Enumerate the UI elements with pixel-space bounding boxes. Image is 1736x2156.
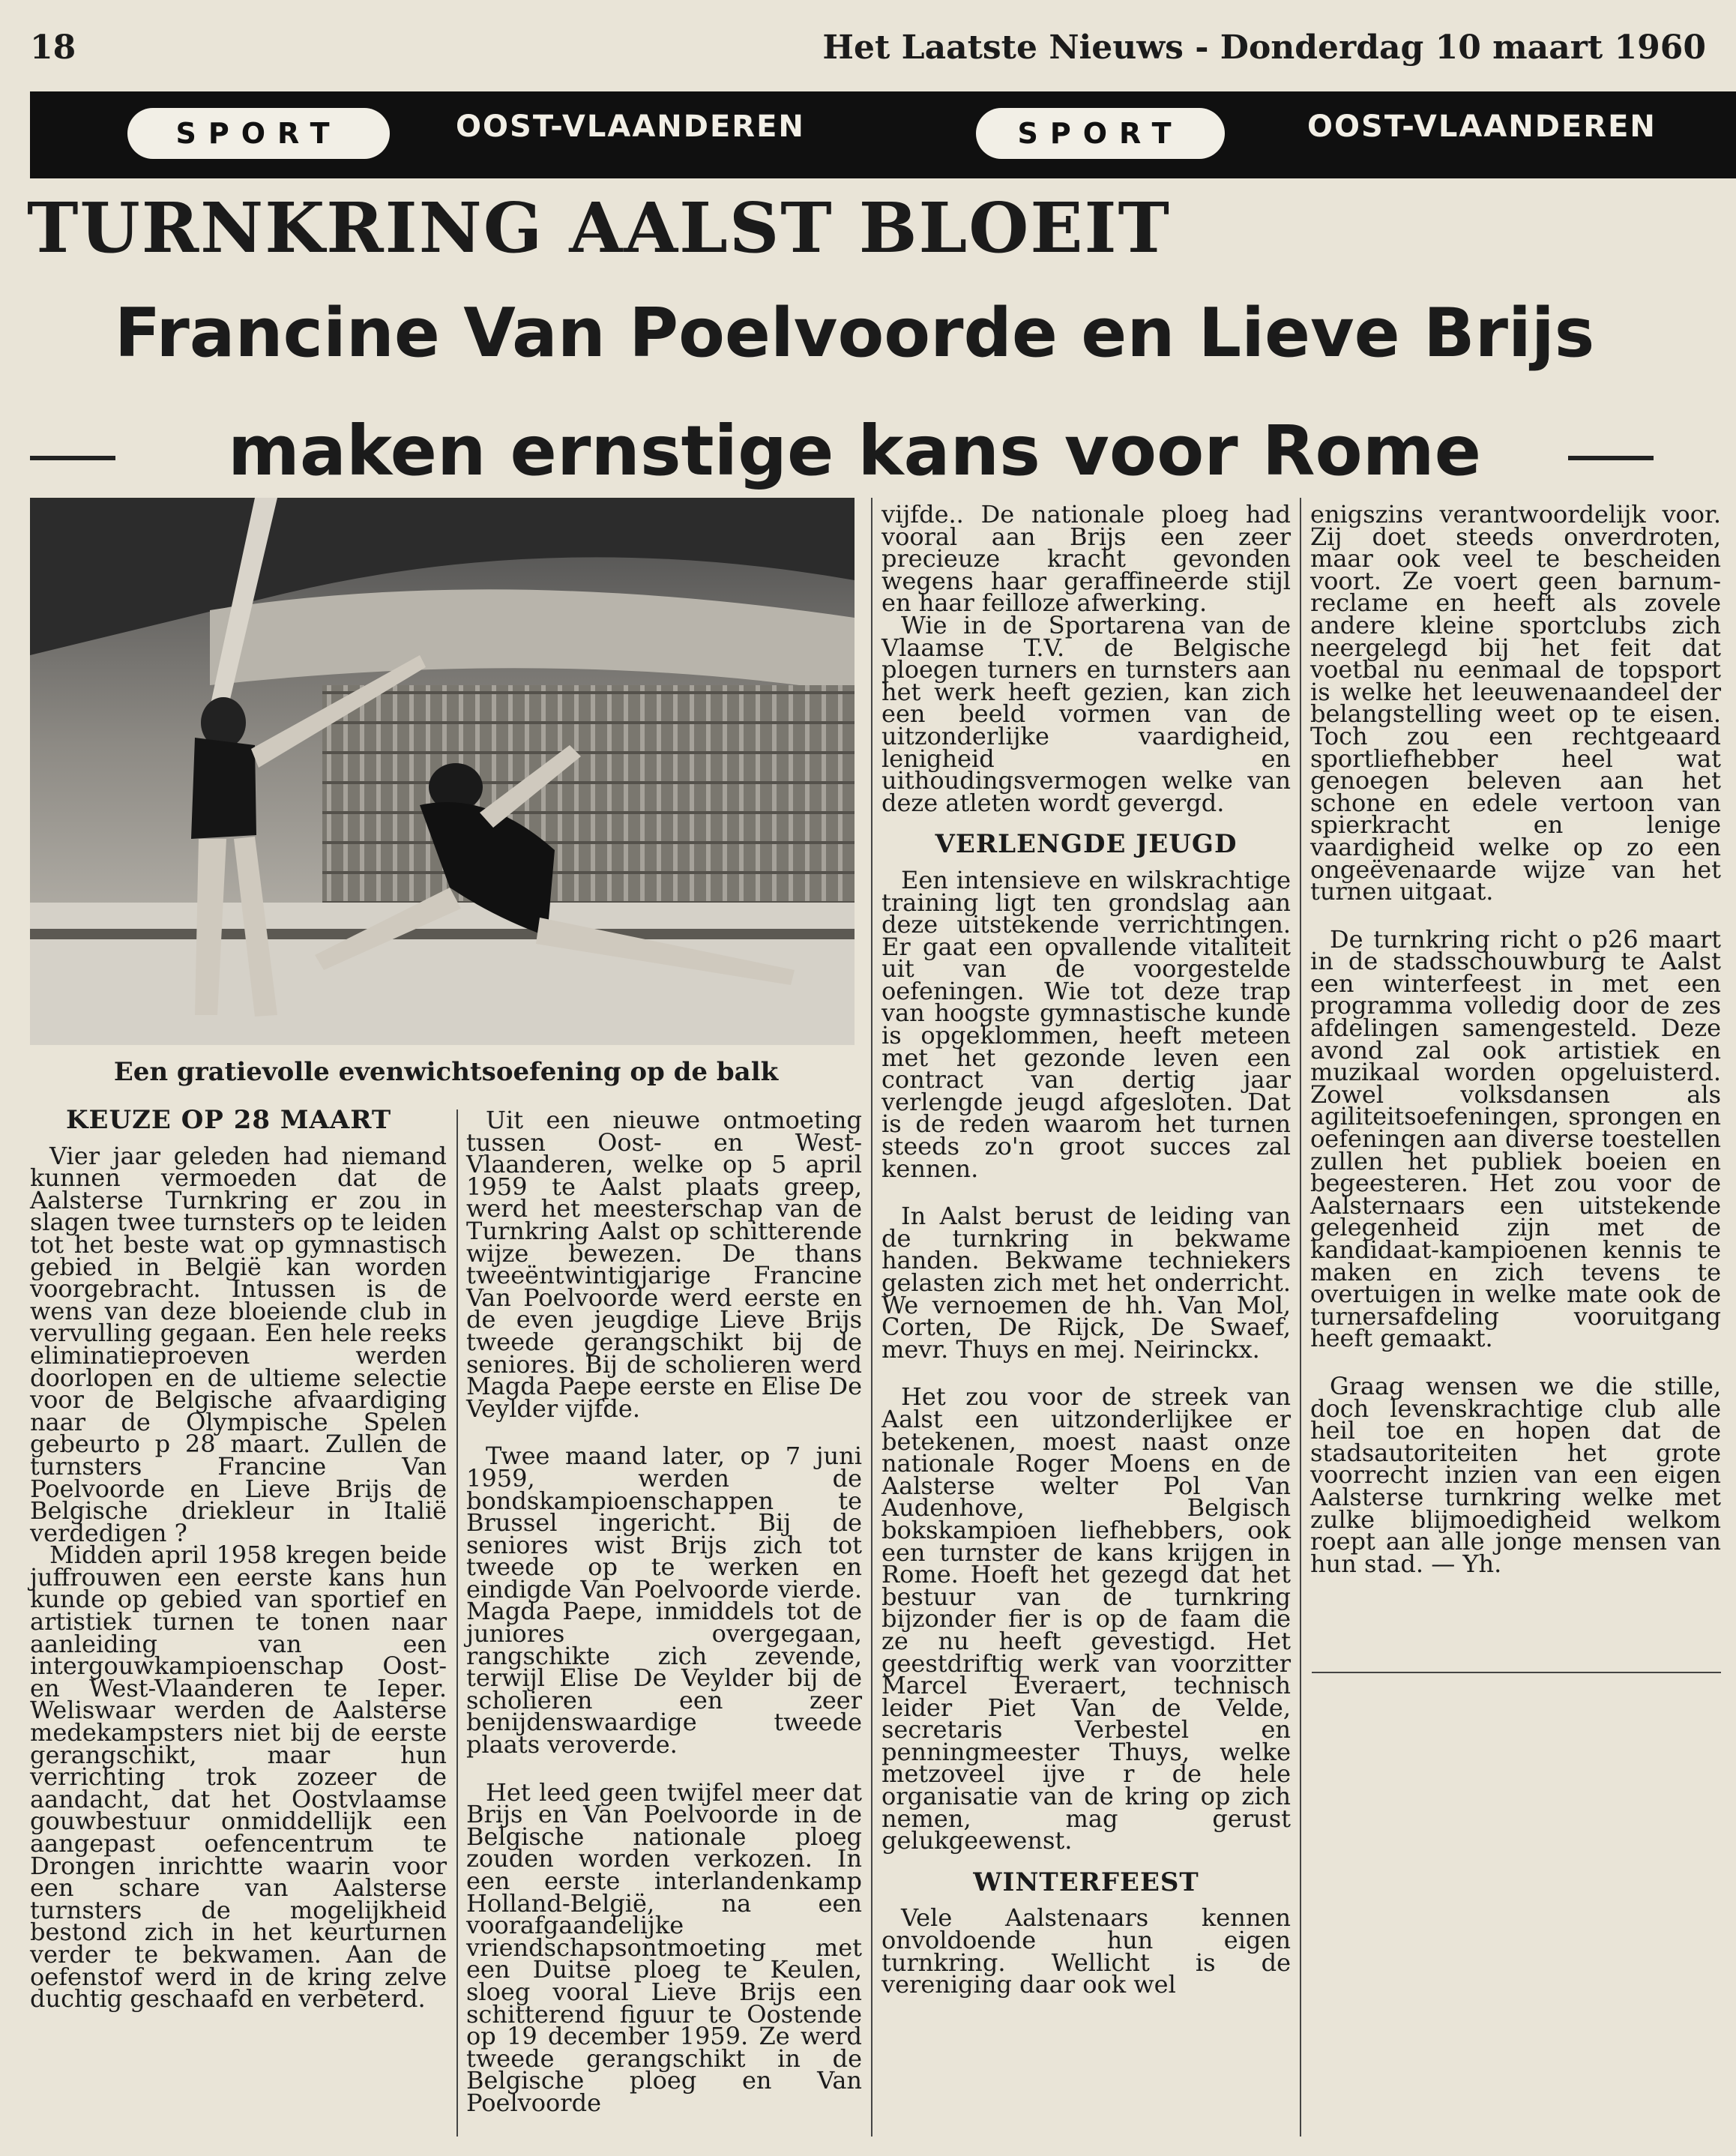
paragraph: Wie in de Sportarena van de Vlaamse T.V. de Belgische ploegen turners en turnsters aan het werk heeft gezien, kan zich een beeld vormen van de uitzonderlijke vaardigheid, lenigheid en uithoudingsvermogen welke van deze atleten wordt gevergd. [881, 610, 1291, 817]
photo-caption: Een gratievolle evenwichtsoefening op de balk [113, 1057, 779, 1087]
gymnastics-photo [30, 498, 855, 1045]
paragraph: enigszins verantwoordelijk voor. Zij doet steeds onverdroten, maar ook veel te bescheiden voort. Ze voert geen barnum-reclame en heeft als zovele andere kleine sportclubs zich neergelegd bij het feit dat voetbal nu eenmaal de topsport is welke het leeuwenaandeel der belangstelling weet op te eisen. Toch zou een rechtgeaard sportliefhebber heel wat genoegen beleven aan het schone en edele vertoon van spierkracht en lenige vaardigheid welke op zo een ongeëvenaarde wijze van het turnen uitgaat. [1310, 500, 1721, 906]
region-label: OOST-VLAANDEREN [456, 109, 805, 144]
deck-headline: Francine Van Poelvoorde en Lieve Brijs [114, 294, 1595, 373]
subhead-verlengde-jeugd: VERLENGDE JEUGD [935, 829, 1238, 860]
headline-dash [1568, 456, 1654, 460]
article-column-2 [466, 1106, 862, 2117]
paper-date-line: Het Laatste Nieuws - Donderdag 10 maart 1960 [822, 28, 1706, 67]
section-band [30, 91, 1736, 178]
sport-pill: SPORT [976, 108, 1225, 159]
deck-headline: maken ernstige kans voor Rome [227, 411, 1482, 491]
masthead-line [30, 21, 1706, 73]
paragraph: Midden april 1958 kregen beide juffrouwen een eerste kans hun kunde op gebied van sportief en artistiek turnen te tonen naar aanleiding van een intergouwkampioenschap Oost- en West-Vlaanderen te Ieper. Weliswaar werden de Aalsterse medekampsters niet bij de eerste gerangschikt, maar hun verrichting trok zozeer de aandacht, dat het Oostvlaamse gouwbestuur onmiddellijk een aangepast oefencentrum te Drongen inrichtte waarin voor een schare van Aalsterse turnsters de mogelijkheid bestond zich in het keurturnen verder te bekwamen. Aan de oefenstof werd in de kring zelve duchtig geschaafd en verbeterd. [30, 1541, 447, 2014]
article-column-4 [1310, 500, 1721, 1578]
subhead-winterfeest: WINTERFEEST [973, 1867, 1199, 1897]
column-rule [456, 1109, 458, 2137]
paragraph: Vier jaar geleden had niemand kunnen vermoeden dat de Aalsterse Turnkring er zou in slagen twee turnsters op te leiden tot het beste wat op gymnastisch gebied in België kan worden voorgebracht. Intussen is de wens van deze bloeiende club in vervulling gegaan. Een hele reeks eliminatieproeven werden doorlopen en de ultieme selectie voor de Belgische afvaardiging naar de Olympische Spelen gebeurto p 28 maart. Zullen de turnsters Francine Van Poelvoorde en Lieve Brijs de Belgische driekleur in Italië verdedigen ? [30, 1141, 447, 1547]
paragraph: Graag wensen we die stille, doch levenskrachtige club alle heil toe en hopen dat de stadsautoriteiten het grote voorrecht inzien van een eigen Aalsterse turnkring welke met zulke blijmoedigheid welkom roept aan alle jonge mensen van hun stad. — Yh. [1310, 1371, 1721, 1578]
main-headline: TURNKRING AALST BLOEIT [27, 187, 1171, 268]
paragraph: Het zou voor de streek van Aalst een uitzonderlijkee er betekenen, moest naast onze nationale Roger Moens en de Aalsterse welter Pol Van Audenhove, Belgisch bokskampioen liefhebbers, ook een turnster de kans krijgen in Rome. Hoeft het gezegd dat het bestuur van de turnkring bijzonder fier is op de faam die ze nu heeft gevestigd. Het geestdriftig werk van voorzitter Marcel Everaert, technisch leider Piet Van de Velde, secretaris Verbestel en penningmeester Thuys, welke metzoveel ijve r de hele organisatie van de kring op zich nemen, mag gerust gelukgeewenst. [881, 1382, 1291, 1855]
column-end-rule [1312, 1672, 1721, 1673]
subhead-keuze: KEUZE OP 28 MAART [66, 1105, 392, 1135]
sport-pill: SPORT [127, 108, 390, 159]
paragraph: In Aalst berust de leiding van de turnkring in bekwame handen. Bekwame techniekers gelasten zich met het onderricht. We vernoemen de hh. Van Mol, Corten, De Rijck, De Swaef, mevr. Thuys en mej. Neirinckx. [881, 1202, 1291, 1364]
page-number: 18 [30, 28, 76, 67]
region-label: OOST-VLAANDEREN [1307, 109, 1657, 144]
paragraph: De turnkring richt o p26 maart in de stadsschouwburg te Aalst een winterfeest in met een programma volledig door de zes afdelingen samengesteld. Deze avond zal ook artistiek en muzikaal worden opgeluisterd. Zowel volksdansen als agiliteitsoefeningen, sprongen en oefeningen aan diverse toestellen zullen het publiek boeien en begeesteren. Het zou voor de Aalsternaars een uitstekende gelegenheid zijn met de kandidaat-kampioenen kennis te maken en zich tevens te overtuigen in welke mate ook de turnersafdeling vooruitgang heeft gemaakt. [1310, 924, 1721, 1353]
paragraph: vijfde.. De nationale ploeg had vooral aan Brijs een zeer precieuze kracht gevonden wegens haar geraffineerde stijl en haar feilloze afwerking. [881, 500, 1291, 618]
article-column-1 [30, 1105, 447, 2014]
column-rule [871, 498, 872, 2137]
paragraph: Vele Aalstenaars kennen onvoldoende hun eigen turnkring. Wellicht is de vereniging daar ook wel [881, 1903, 1291, 1999]
photo-illustration [30, 498, 855, 1045]
paragraph: Het leed geen twijfel meer dat Brijs en Van Poelvoorde in de Belgische nationale ploeg zouden worden verkozen. In een eerste interlandenkamp Holland-België, na een voorafgaandelijke vriendschapsontmoeting met een Duitse ploeg te Keulen, sloeg vooral Lieve Brijs een schitterend figuur te Oostende op 19 december 1959. Ze werd tweede gerangschikt in de Belgische ploeg en Van Poelvoorde [466, 1777, 862, 2117]
paragraph: Uit een nieuwe ontmoeting tussen Oost- en West-Vlaanderen, welke op 5 april 1959 te Aalst plaats greep, werd het meesterschap van de Turnkring Aalst op schitterende wijze bewezen. De thans tweeëntwintigjarige Francine Van Poelvoorde werd eerste en de even jeugdige Lieve Brijs tweede gerangschikt bij de seniores. Bij de scholieren werd Magda Paepe eerste en Elise De Veylder vijfde. [466, 1106, 862, 1423]
headline-dash [30, 456, 115, 460]
article-column-3 [881, 500, 1291, 1999]
paragraph: Twee maand later, op 7 juni 1959, werden de bondskampioenschappen te Brussel ingericht. Bij de seniores wist Brijs zich tot tweede op te werken en eindigde Van Poelvoorde vierde. Magda Paepe, inmiddels tot de juniores overgegaan, rangschikte zich zevende, terwijl Elise De Veylder bij de scholieren een zeer benijdenswaardige tweede plaats veroverde. [466, 1442, 862, 1759]
paragraph: Een intensieve en wilskrachtige training ligt ten grondslag aan deze uitstekende verrichtingen. Er gaat een opvallende vitaliteit uit van de voorgestelde oefeningen. Wie tot deze trap van hoogste gymnastische kunde is opgeklommen, heeft meteen met het gezonde leven een contract van dertig jaar verlengde jeugd afgesloten. Dat is de reden waarom het turnen steeds zo'n groot succes zal kennen. [881, 865, 1291, 1183]
column-rule [1300, 498, 1301, 2137]
